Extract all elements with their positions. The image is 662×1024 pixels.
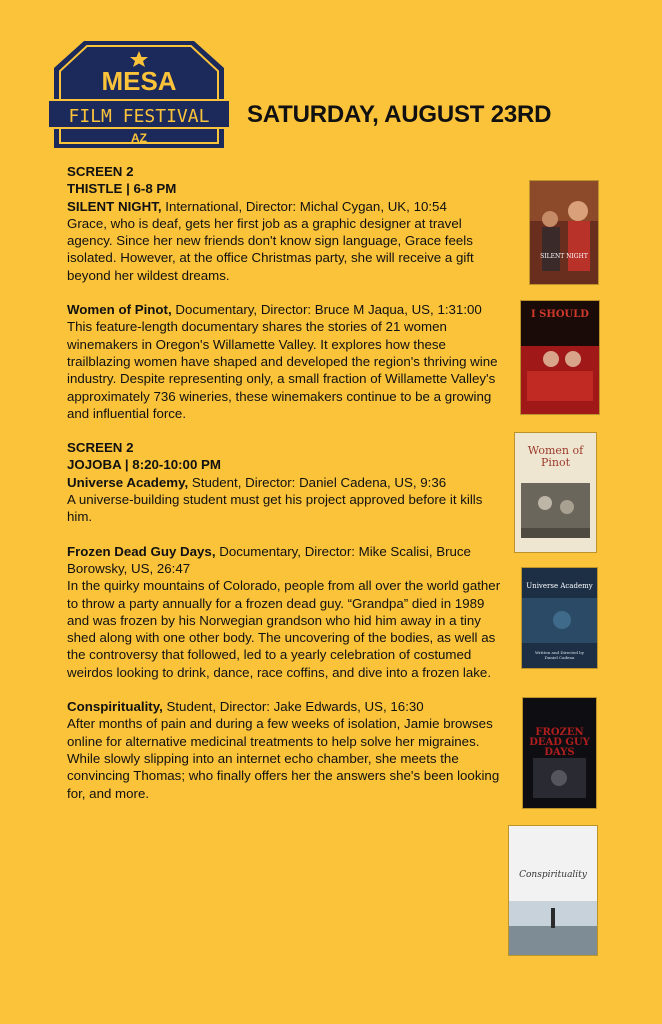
film-meta: Documentary, Director: Mike Scalisi, Bruce Borowsky, US, 26:47 xyxy=(67,543,471,576)
film-meta: Documentary, Director: Bruce M Jaqua, US, 1:31:00 xyxy=(171,302,482,318)
logo-line2: FILM FESTIVAL xyxy=(68,106,210,127)
poster-frozen-dead-guy-days xyxy=(522,697,597,809)
film-description: Grace, who is deaf, gets her first job as a graphic designer at travel agency. Since her new friends don't know sign language, Grace feels isolated. However, at the office Christmas party, she will receive a gift beyond her wildest dreams. xyxy=(67,215,474,283)
film-description: After months of pain and during a few weeks of isolation, Jamie browses online for alternative medicinal treatments to help solve her migraines. While slowly slipping into an internet echo chamber, she meets the convincing Thomas; who finally offers her the answers she's been looking for, and more. xyxy=(67,716,500,801)
film-title: SILENT NIGHT, xyxy=(67,198,162,214)
poster-title: Universe Academy xyxy=(526,582,593,590)
film-title: Universe Academy, xyxy=(67,474,189,490)
poster-i-should xyxy=(520,300,600,415)
poster-silent-night xyxy=(529,180,599,285)
block-time: JOJOBA | 8:20-10:00 PM xyxy=(67,457,221,473)
film-meta: International, Director: Michal Cygan, UK, 10:54 xyxy=(161,198,447,214)
logo-line3: AZ xyxy=(131,131,147,145)
festival-logo xyxy=(46,38,232,156)
date-heading: SATURDAY, AUGUST 23RD xyxy=(247,101,552,128)
screen-label: SCREEN 2 xyxy=(67,440,134,456)
screen-label: SCREEN 2 xyxy=(67,164,134,179)
poster-title: Conspirituality xyxy=(519,870,587,880)
film-entry-women-of-pinot xyxy=(67,301,507,422)
logo-line1: MESA xyxy=(101,66,177,96)
film-title: Women of Pinot, xyxy=(67,302,172,318)
film-entry-frozen-dead-guy-days xyxy=(67,543,507,681)
program-list xyxy=(67,163,507,802)
poster-credit: Written and Directed by Daniel Cadena xyxy=(535,650,584,660)
film-title: Conspirituality, xyxy=(67,699,163,715)
film-description: In the quirky mountains of Colorado, people from all over the world gather to throw a party annually for a frozen dead guy. “Grandpa” died in 1989 and was frozen by his Norwegian grandson who hid him away in a tiny shed along with one other body. The uncovering of the bodies, as well as the controversy that followed, led to a yearly celebration of costumed weirdos looking to drink, dance, race coffins, and dive into a frozen lake. xyxy=(67,578,501,680)
film-meta: Student, Director: Jake Edwards, US, 16:30 xyxy=(162,699,424,715)
poster-title: Women of Pinot xyxy=(527,444,584,469)
film-description: This feature-length documentary shares the stories of 21 women winemakers in Oregon's Willamette Valley. It explores how these trailblazing women have shaped and developed the region's thriving wine industry. Despite representing only, a small fraction of Willamette Valley's approximately 736 wineries, these winemakers continue to be a growing and influential force. xyxy=(67,319,498,421)
poster-title: FROZEN DEAD GUY DAYS xyxy=(529,727,590,758)
film-entry-universe-academy xyxy=(67,474,507,526)
poster-title: I SHOULD xyxy=(531,309,589,320)
film-entry-silent-night xyxy=(67,198,507,284)
film-entry-conspirituality xyxy=(67,698,507,802)
poster-title: SILENT NIGHT xyxy=(540,253,588,260)
poster-universe-academy xyxy=(521,567,598,669)
block-time: THISTLE | 6-8 PM xyxy=(67,181,177,197)
poster-women-of-pinot xyxy=(514,432,597,553)
film-description: A universe-building student must get his project approved before it kills him. xyxy=(67,492,483,525)
film-title: Frozen Dead Guy Days, xyxy=(67,543,216,559)
poster-conspirituality xyxy=(508,825,598,956)
film-meta: Student, Director: Daniel Cadena, US, 9:36 xyxy=(188,474,447,490)
